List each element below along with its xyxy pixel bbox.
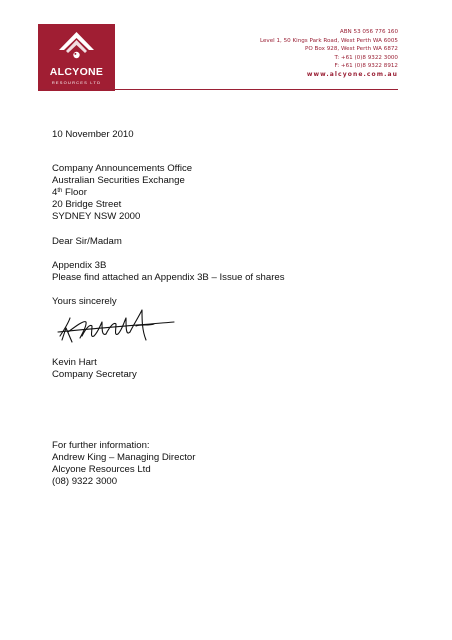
abn-text: ABN 53 056 776 160 xyxy=(339,29,398,35)
contact-phone: (08) 9322 3000 xyxy=(52,476,118,487)
further-info-heading: For further information: xyxy=(52,440,150,451)
salutation: Dear Sir/Madam xyxy=(52,236,122,247)
signatory-name: Kevin Hart xyxy=(52,357,97,368)
closing: Yours sincerely xyxy=(52,296,117,307)
contact-company: Alcyone Resources Ltd xyxy=(52,464,151,475)
header-divider xyxy=(38,89,398,90)
website-link[interactable]: www.alcyone.com.au xyxy=(306,70,398,78)
handwritten-signature xyxy=(56,302,178,348)
logo-subtitle: RESOURCES LTD xyxy=(51,80,102,85)
address-line-2: PO Box 928, West Perth WA 6872 xyxy=(305,46,398,53)
body-text: Please find attached an Appendix 3B – Issue of shares xyxy=(52,272,285,283)
recipient-line-1: Company Announcements Office xyxy=(52,163,193,174)
address-line-1: Level 1, 50 Kings Park Road, West Perth WA 6005 xyxy=(259,37,398,44)
recipient-floor xyxy=(52,187,87,199)
signatory-title: Company Secretary xyxy=(52,369,137,380)
logo-wordmark: ALCYONE xyxy=(49,66,104,78)
recipient-street: 20 Bridge Street xyxy=(52,199,122,210)
company-logo xyxy=(38,24,115,91)
subject-line: Appendix 3B xyxy=(52,260,107,271)
recipient-city: SYDNEY NSW 2000 xyxy=(52,211,141,222)
phone-text: T: +61 (0)8 9322 3000 xyxy=(334,54,398,61)
floor-word: Floor xyxy=(62,187,87,198)
contact-name: Andrew King – Managing Director xyxy=(52,452,196,463)
letter-date: 10 November 2010 xyxy=(52,129,134,140)
fax-text: F: +61 (0)8 9322 8912 xyxy=(334,63,398,70)
recipient-line-2: Australian Securities Exchange xyxy=(52,175,185,186)
company-details xyxy=(260,28,398,80)
floor-suffix: th xyxy=(57,188,63,194)
floor-number: 4 xyxy=(52,187,58,198)
